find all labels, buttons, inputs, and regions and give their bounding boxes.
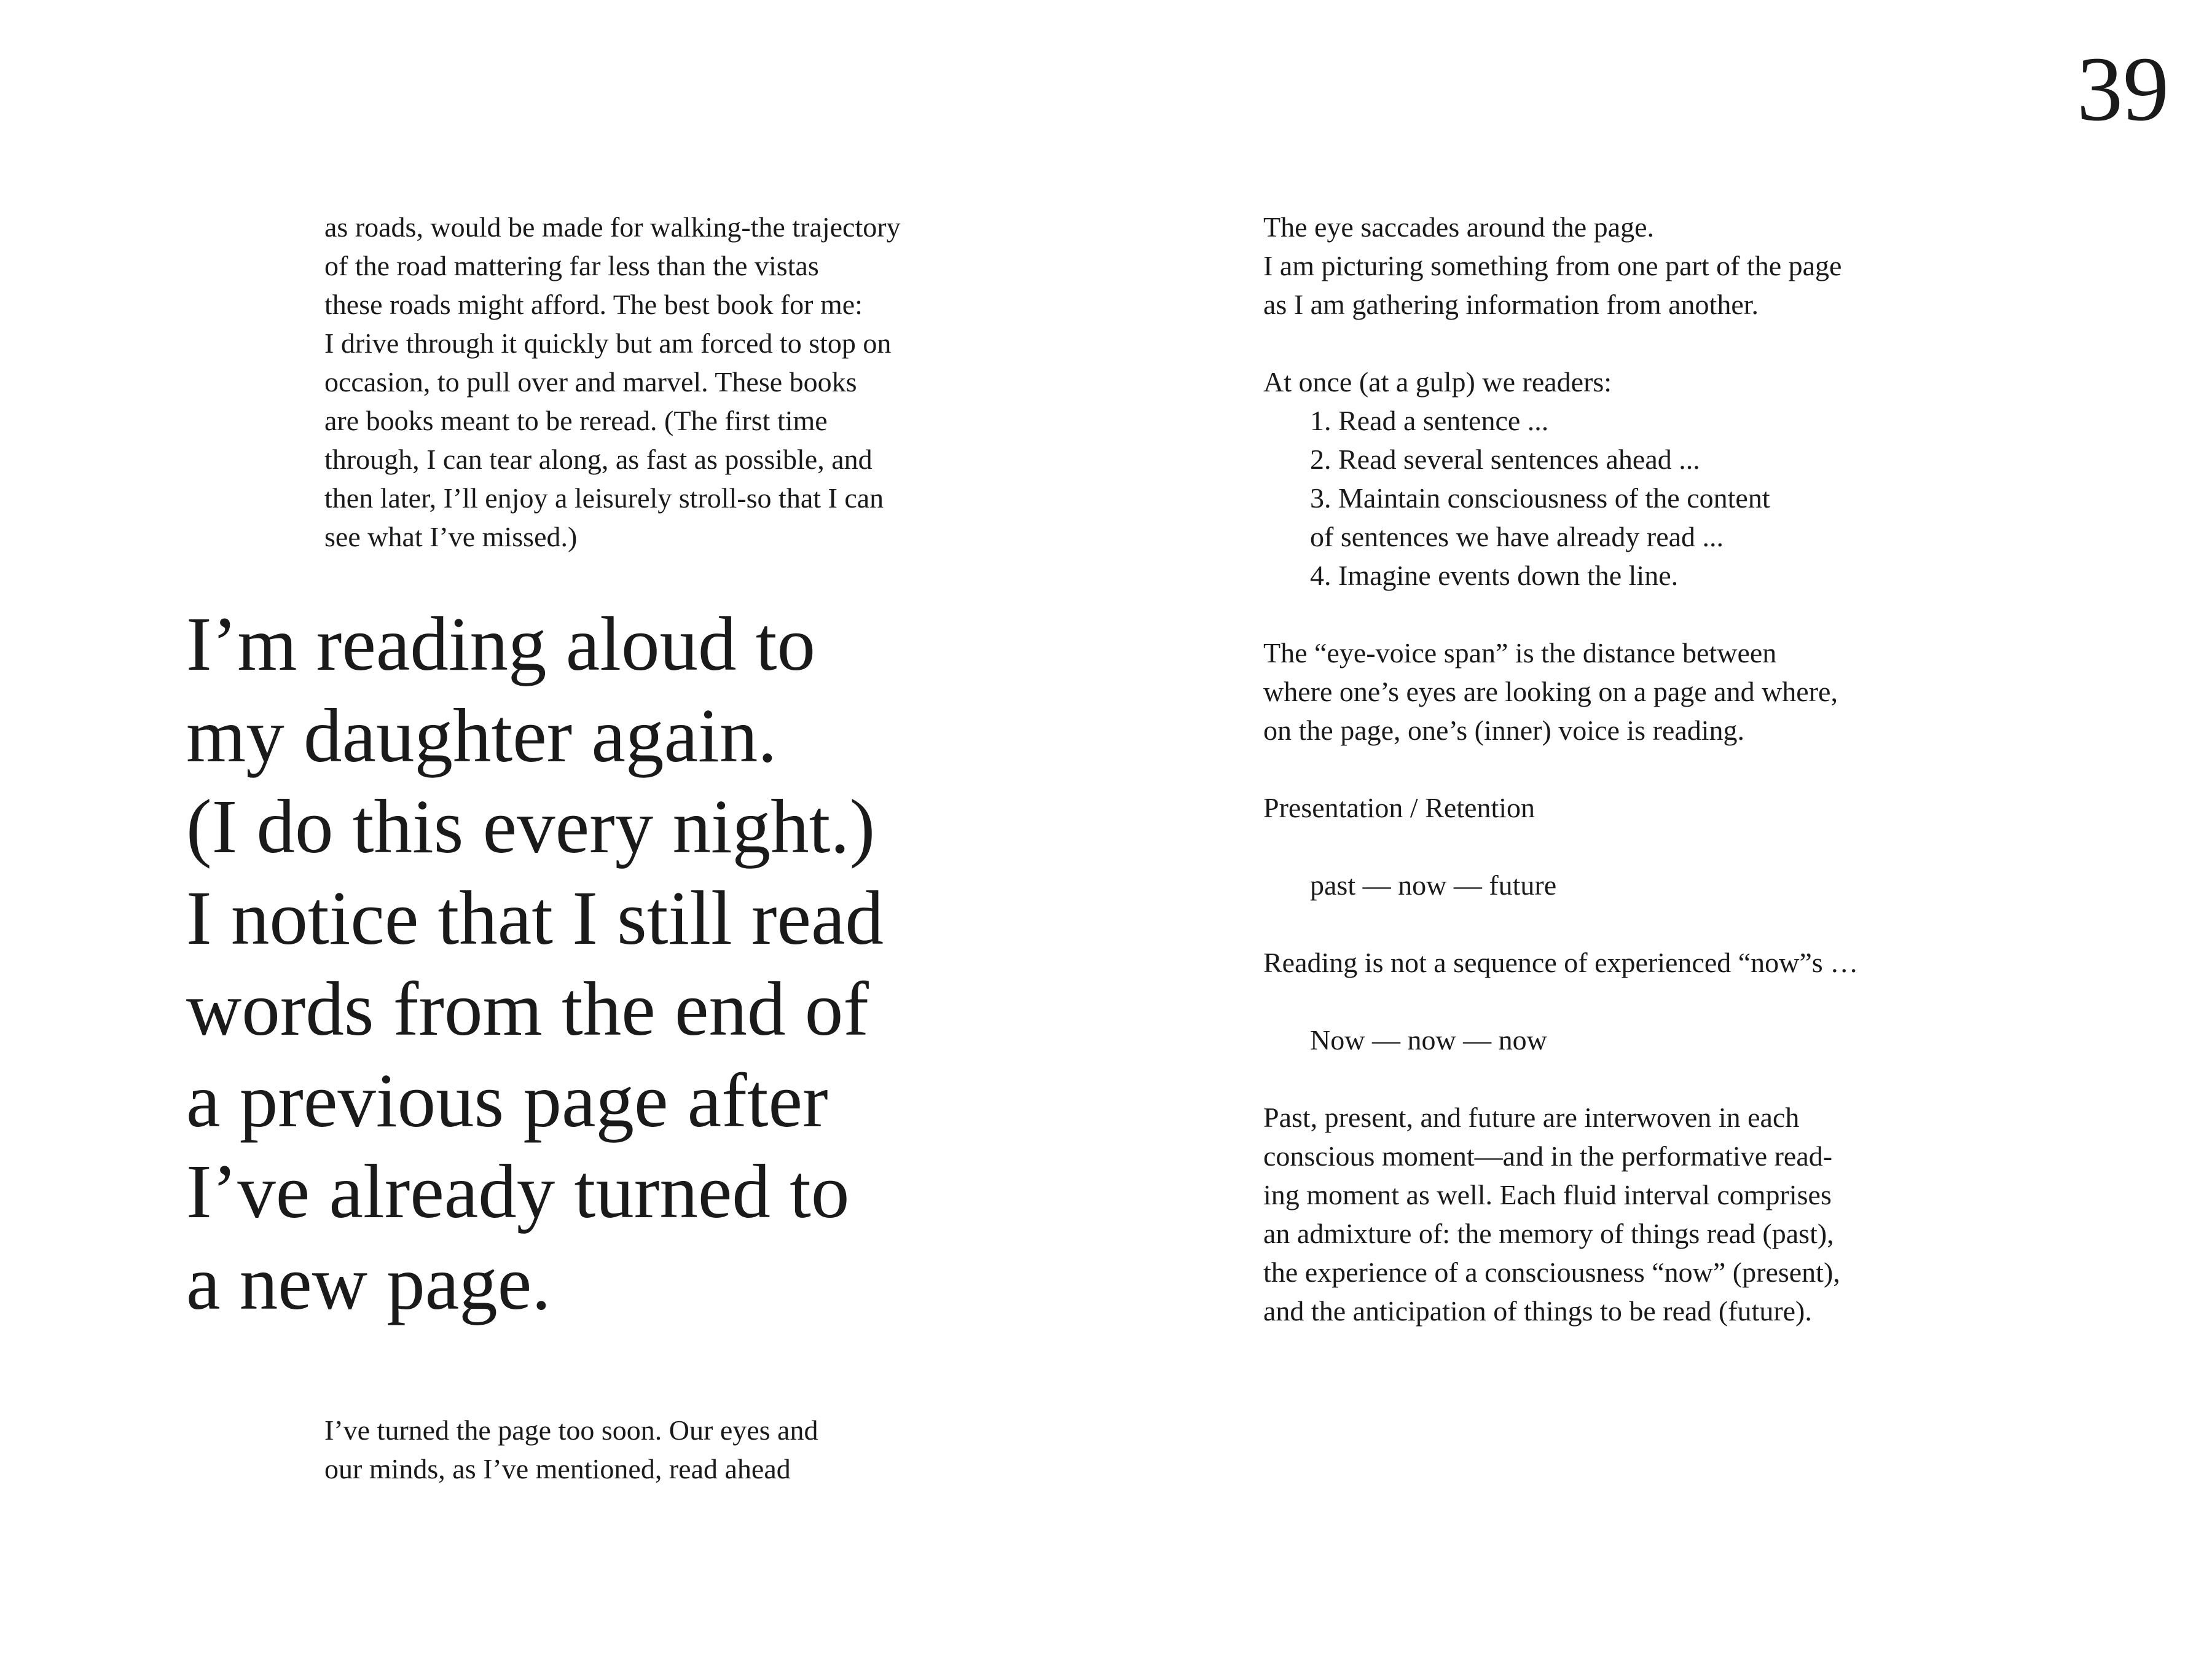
text-line: the experience of a consciousness “now” (present), xyxy=(1263,1257,1840,1288)
page-number: 39 xyxy=(2077,38,2169,140)
readers-intro: At once (at a gulp) we readers: xyxy=(1263,366,1612,398)
text-line: Reading is not a sequence of experienced “now”s … xyxy=(1263,947,1859,978)
text-line: where one’s eyes are looking on a page and where, xyxy=(1263,676,1838,707)
text-line: and the anticipation of things to be read (future). xyxy=(1263,1295,1812,1327)
text-line: The eye saccades around the page. xyxy=(1263,211,1655,243)
pull-quote: I’m reading aloud to my daughter again. (I do this every night.) I notice that I still read words from the end of a previous page after I’ve already turned to a new page. xyxy=(186,602,884,1326)
now-sequence-block xyxy=(1263,1021,1964,1059)
closing-paragraph xyxy=(1263,1098,1964,1330)
list-item: 3. Maintain consciousness of the content xyxy=(1310,482,1770,514)
readers-section xyxy=(1263,363,1964,595)
list-item: 1. Read a sentence ... xyxy=(1310,405,1549,436)
reading-sequence-block xyxy=(1263,943,1964,982)
text-line: ing moment as well. Each fluid interval comprises xyxy=(1263,1179,1832,1210)
left-top-paragraph: as roads, would be made for walking-the trajectory of the road mattering far less than the vistas these roads might afford. The best book for me: I drive through it quickly but am forced to stop on occasion, to pull over and marvel. These books are books meant to be reread. (The first time through, I can tear along, as fast as possible, and then later, I’ll enjoy a leisurely stroll-so that I can see what I’ve missed.) xyxy=(324,211,901,552)
list-item: 2. Read several sentences ahead ... xyxy=(1310,444,1700,475)
section-heading: Presentation / Retention xyxy=(1263,792,1535,823)
list-item: 4. Imagine events down the line. xyxy=(1310,560,1679,591)
list-item: of sentences we have already read ... xyxy=(1310,521,1724,552)
text-line: an admixture of: the memory of things read (past), xyxy=(1263,1218,1834,1249)
presentation-heading xyxy=(1263,788,1964,827)
text-line: as I am gathering information from another. xyxy=(1263,289,1759,320)
text-line: The “eye-voice span” is the distance between xyxy=(1263,637,1777,669)
saccade-paragraph xyxy=(1263,208,1964,324)
now-sequence: Now — now — now xyxy=(1310,1024,1547,1056)
text-line: conscious moment—and in the performative read- xyxy=(1263,1140,1833,1172)
text-line: Past, present, and future are interwoven in each xyxy=(1263,1102,1800,1133)
right-column xyxy=(1263,208,1964,1330)
timeline-block xyxy=(1263,866,1964,904)
eye-voice-paragraph xyxy=(1263,633,1964,750)
timeline: past — now — future xyxy=(1310,869,1557,901)
text-line: I am picturing something from one part of the page xyxy=(1263,250,1842,281)
left-bottom-paragraph: I’ve turned the page too soon. Our eyes and our minds, as I’ve mentioned, read ahead xyxy=(324,1414,818,1484)
text-line: on the page, one’s (inner) voice is reading. xyxy=(1263,715,1745,746)
